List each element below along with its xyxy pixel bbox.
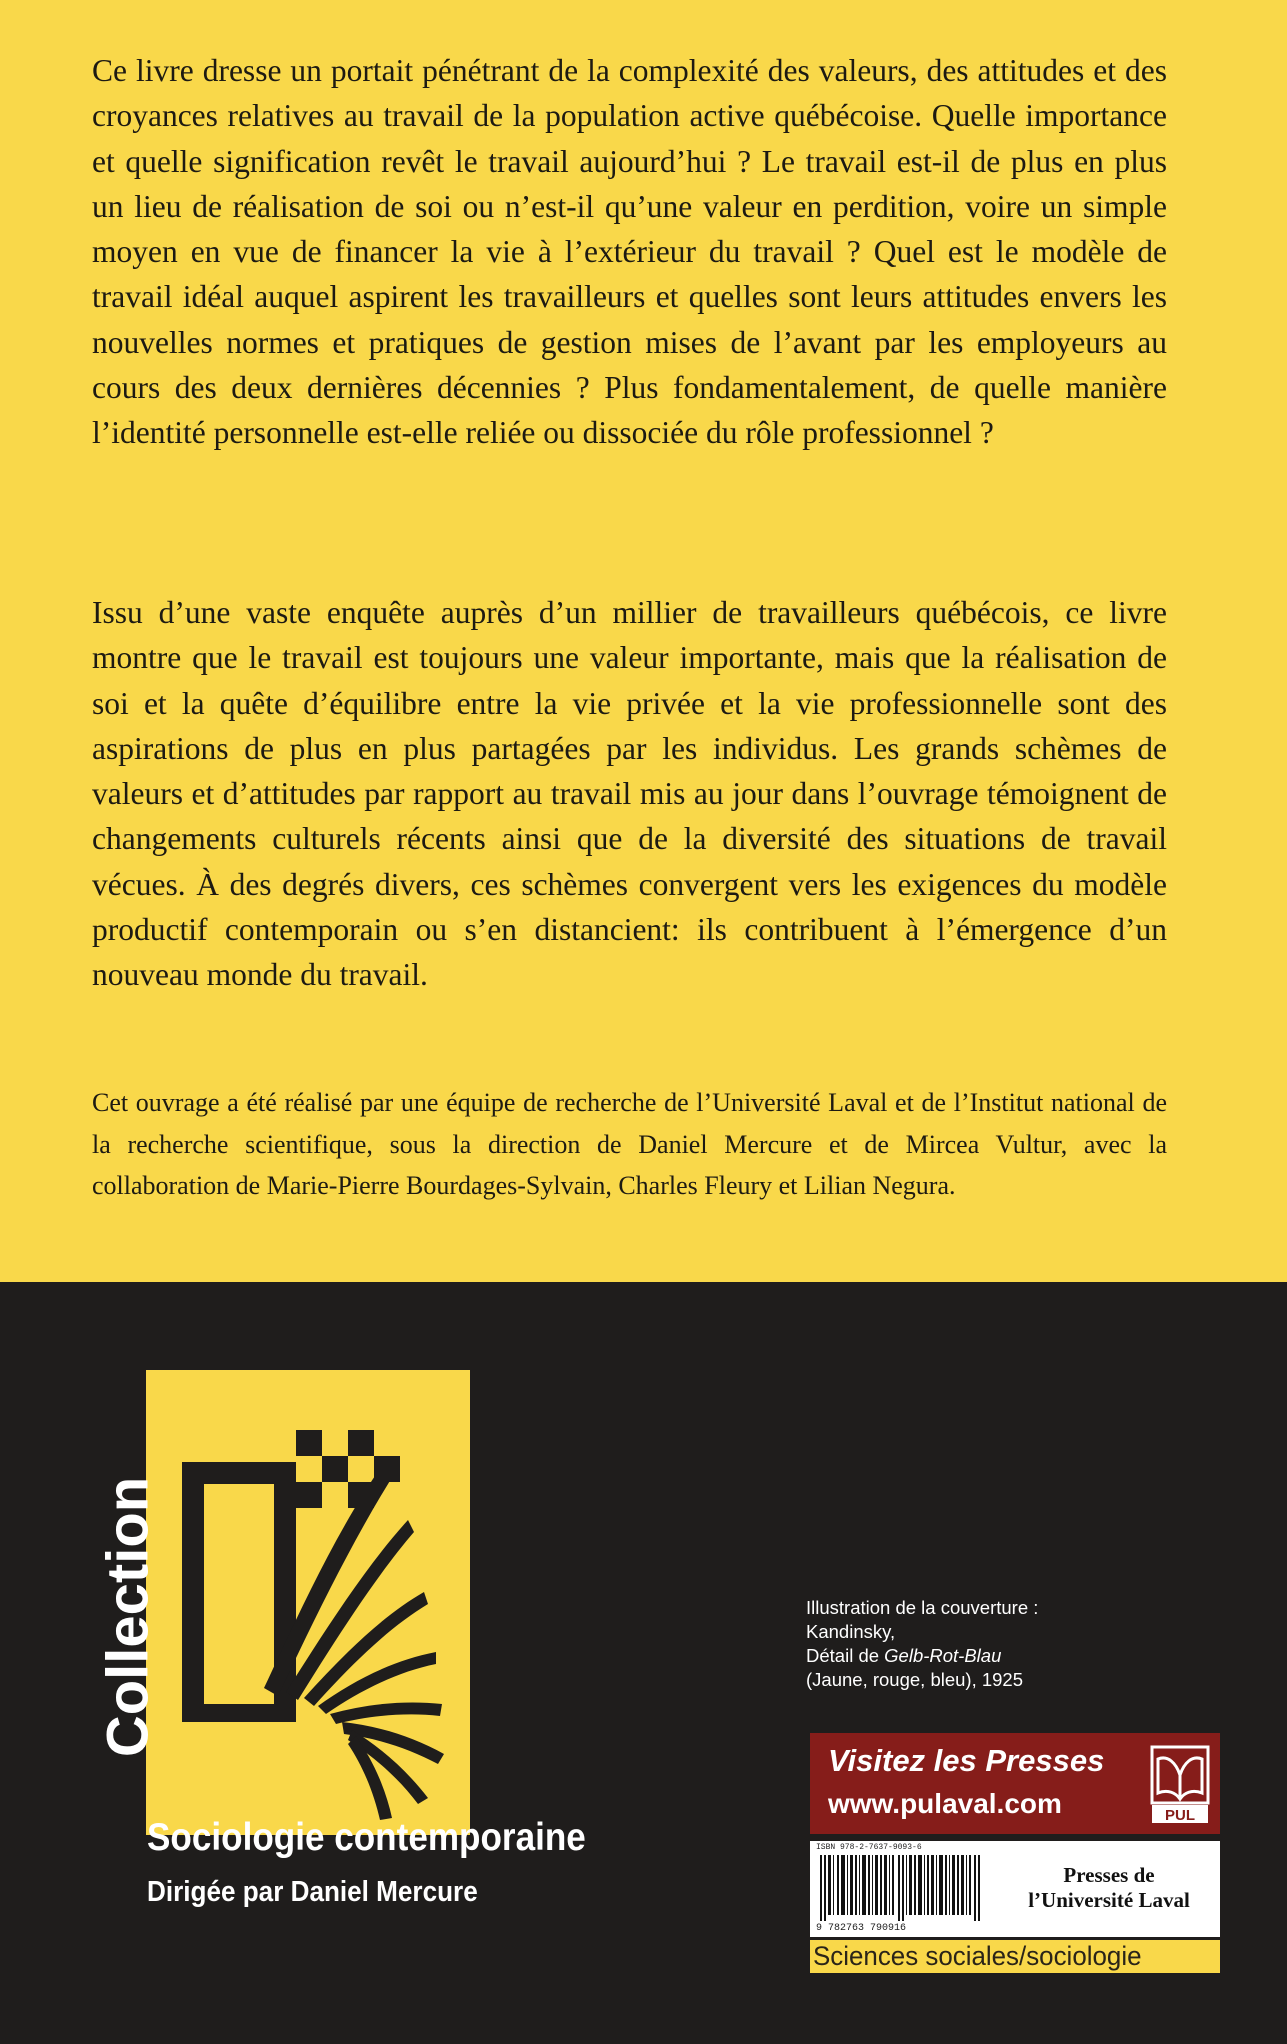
pul-logo-icon <box>1150 1745 1210 1825</box>
category-label: Sciences sociales/sociologie <box>813 1941 1142 1971</box>
publisher-name <box>1002 1863 1216 1913</box>
illustration-line-3-prefix: Détail de <box>806 1645 885 1666</box>
illustration-line-1: Illustration de la couverture : <box>806 1597 1039 1618</box>
category-label-strip <box>810 1940 1220 1973</box>
description-paragraph-1: Ce livre dresse un portait pénétrant de la complexité des valeurs, des attitudes et des croyances relatives au travail de la population active québécoise. Quelle importance et quelle signification revêt le travail aujourd’hui ? Le travail est-il de plus en plus un lieu de réalisation de soi ou n’est-il qu’une valeur en perdition, voire un simple moyen en vue de financer la vie à l’extérieur du travail ? Quel est le modèle de travail idéal auquel aspirent les travailleurs et quelles sont leurs attitudes envers les nouvelles normes et pratiques de gestion mises de l’avant par les employeurs au cours des deux dernières décennies ? Plus fondamentalement, de quelle manière l’identité personnelle est-elle reliée ou dissociée du rôle professionnel ? <box>92 53 1167 451</box>
promo-website-link[interactable]: www.pulaval.com <box>828 1788 1062 1819</box>
collection-book-logo-icon <box>146 1370 470 1835</box>
barcode-icon <box>816 1855 996 1921</box>
description-paragraph-2: Issu d’une vaste enquête auprès d’un millier de travailleurs québécois, ce livre montre que le travail est toujours une valeur importante, mais que la réalisation de soi et la quête d’équilibre entre la vie privée et la vie professionnelle sont des aspirations de plus en plus partagées par les individus. Les grands schèmes de valeurs et d’attitudes par rapport au travail mis au jour dans l’ouvrage témoignent de changements culturels récents ainsi que de la diversité des situations de travail vécues. À des degrés divers, ces schèmes convergent vers les exigences du modèle productif contemporain ou s’en distancient: ils contribuent à l’émergence d’un nouveau monde du travail. <box>92 595 1167 993</box>
illustration-line-4: (Jaune, rouge, bleu), 1925 <box>806 1669 1024 1690</box>
illustration-artwork-title: Gelb-Rot-Blau <box>884 1645 1002 1666</box>
illustration-line-3 <box>806 1644 1038 1668</box>
collection-label: Collection <box>95 1476 161 1758</box>
publisher-line-1: Presses de <box>1063 1863 1155 1887</box>
pul-logo-text: PUL <box>1165 1807 1195 1824</box>
publisher-website-banner[interactable] <box>810 1733 1220 1834</box>
collection-logo-graphic <box>146 1370 470 1835</box>
isbn-digits: 9 782763 790916 <box>816 1923 907 1934</box>
isbn-barcode-panel <box>810 1841 1220 1937</box>
collection-name: Sociologie contemporaine <box>147 1816 586 1859</box>
credits-paragraph: Cet ouvrage a été réalisé par une équipe de recherche de l’Université Laval et de l’Institut national de la recherche scientifique, sous la direction de Daniel Mercure et de Mircea Vultur, avec la collaboration de Marie-Pierre Bourdages-Sylvain, Charles Fleury et Lilian Negura. <box>92 1088 1167 1200</box>
illustration-credit <box>806 1596 1038 1692</box>
isbn-label: ISBN 978-2-7637-9093-6 <box>816 1843 922 1852</box>
publisher-line-2: l’Université Laval <box>1028 1888 1190 1912</box>
illustration-line-2: Kandinsky, <box>806 1621 896 1642</box>
collection-director: Dirigée par Daniel Mercure <box>147 1876 478 1908</box>
promo-visit-text: Visitez les Presses <box>828 1743 1105 1778</box>
